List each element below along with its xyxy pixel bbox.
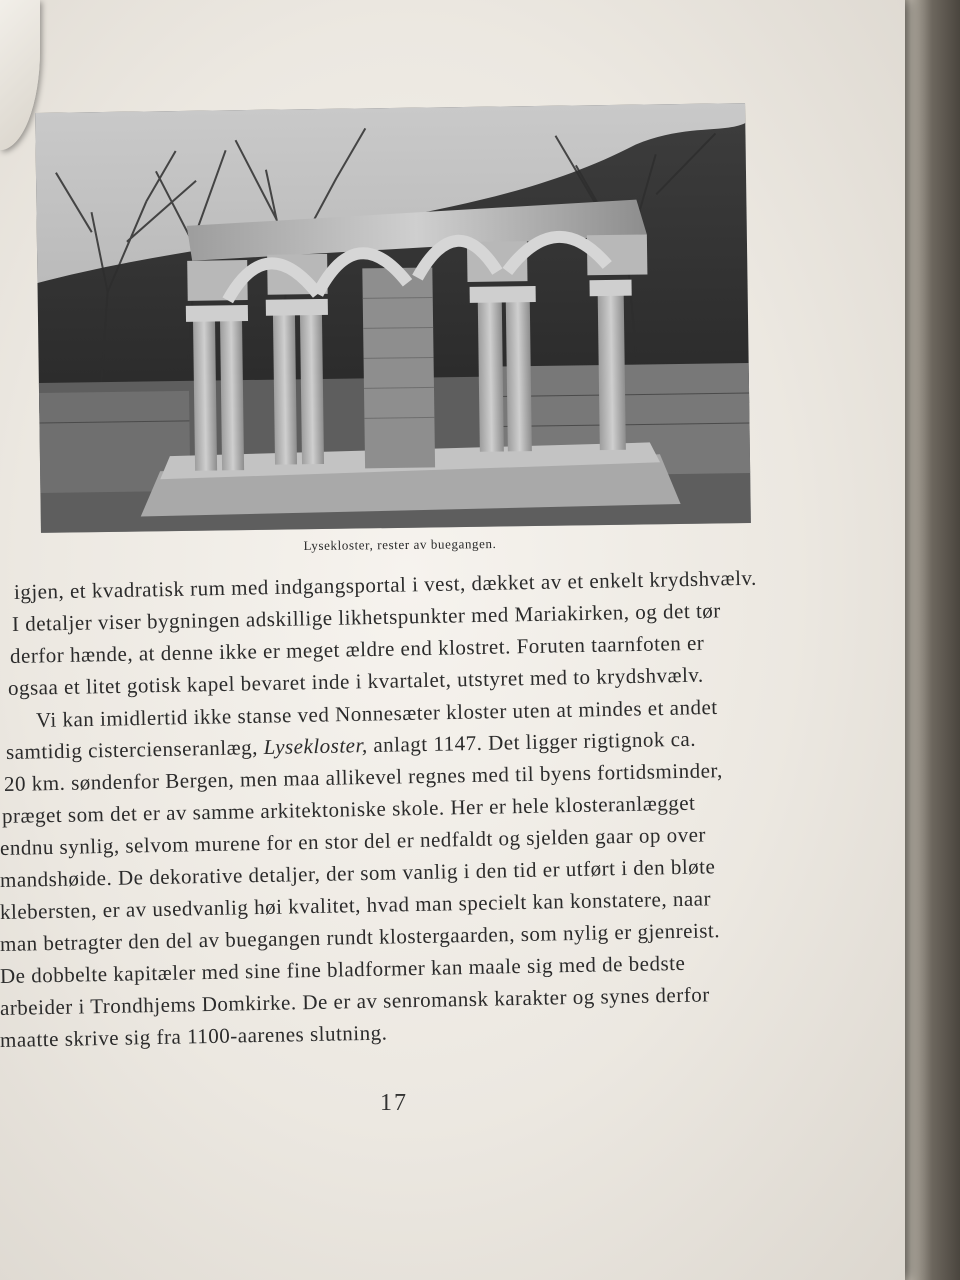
text-line: man betragter den del av buegangen rundt klostergaarden, som nylig er gjenreist. [0,918,721,956]
italic-place-name: Lysekloster, [263,733,368,760]
text-line: arbeider i Trondhjems Domkirke. De er av senromansk karakter og synes derfor [0,982,710,1020]
text-line: præget som det er av samme arkitektoniske skole. Her er hele klosteranlægget [1,790,696,828]
text-line: klebersten, er av usedvanlig høi kvalitet, hvad man specielt kan konstatere, naar [0,886,712,924]
text-line [6,727,696,765]
text-line: 20 km. søndenfor Bergen, men maa allikevel regnes med til byens fortidsminder, [3,758,724,796]
text-line: igjen, et kvadratisk rum med indgangsportal i vest, dækket av et enkelt krydshvælv. [13,565,758,604]
text-line: maatte skrive sig fra 1100-aarenes slutning. [0,1020,388,1052]
text-line: De dobbelte kapitæler med sine fine bladformer kan maale sig med de bedste [0,950,686,988]
previous-page-corner [0,0,40,150]
text-line: I detaljer viser bygningen adskillige likhetspunkter med Mariakirken, og det tør [11,598,721,636]
text-segment: samtidig cistercienseranlæg, [5,735,264,764]
cloister-photograph [35,103,751,533]
text-line: ogsaa et litet gotisk kapel bevaret inde i kvartalet, utstyret med to krydshvælv. [7,662,704,700]
text-line: mandshøide. De dekorative detaljer, der som vanlig i den tid er utført i den bløte [0,854,716,892]
text-line: derfor hænde, at denne ikke er meget ældre end klostret. Foruten taarnfoten er [9,630,705,668]
text-line: Vi kan imidlertid ikke stanse ved Nonnesæter kloster uten at mindes et andet [35,694,718,732]
text-segment: anlagt 1147. Det ligger rigtignok ca. [367,726,697,758]
page-number: 17 [380,1090,408,1116]
figure-caption: Lysekloster, rester av buegangen. [303,535,497,554]
text-line: endnu synlig, selvom murene for en stor del er nedfaldt og sjelden gaar op over [0,822,707,860]
